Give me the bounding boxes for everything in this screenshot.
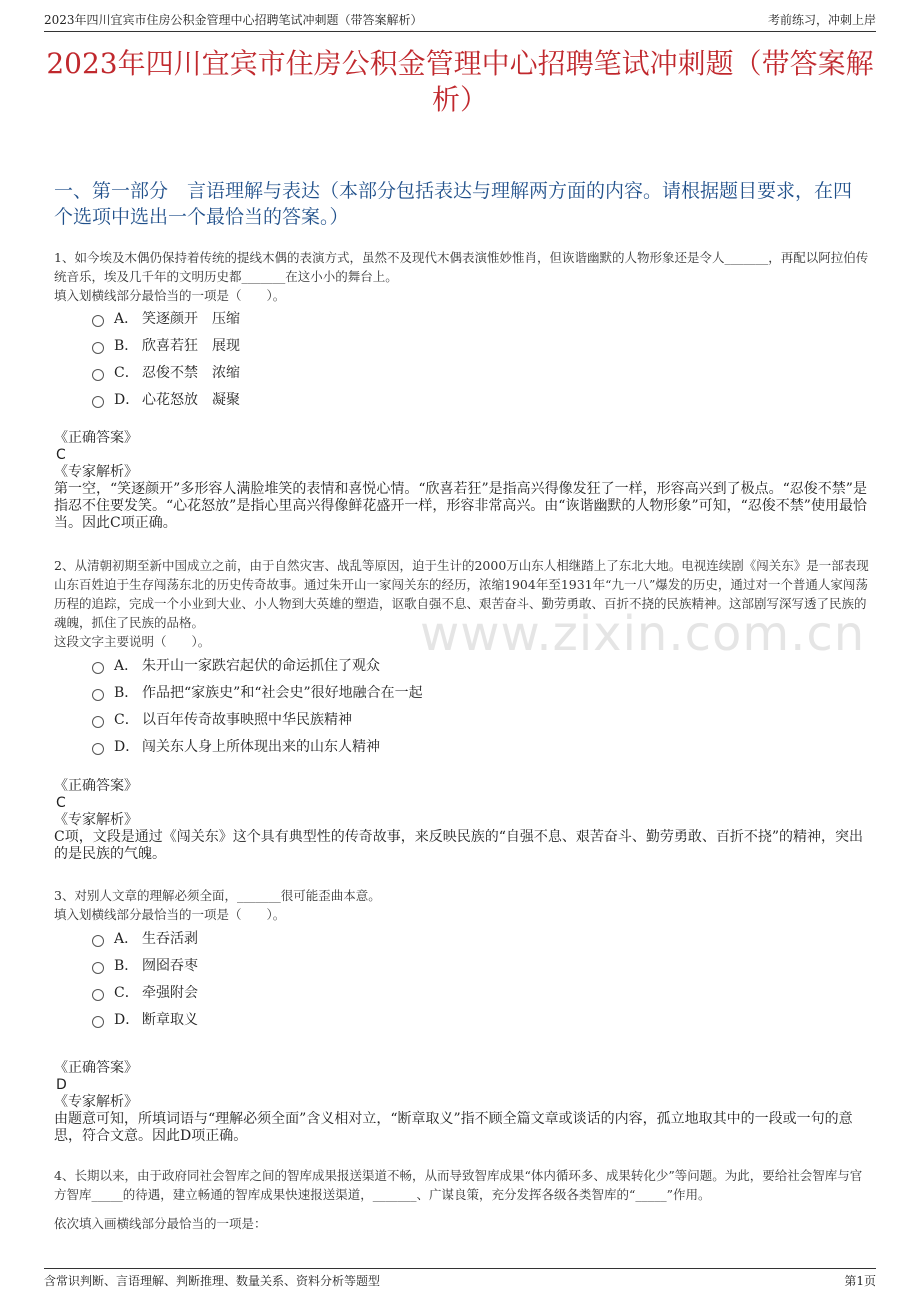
option-b[interactable] xyxy=(92,678,423,705)
option-a[interactable] xyxy=(92,651,423,678)
question-text: 3、对别人文章的理解必须全面，_______很可能歪曲本意。 xyxy=(54,888,381,903)
option-text: 作品把“家族史”和“社会史”很好地融合在一起 xyxy=(142,684,423,701)
options-3 xyxy=(92,924,198,1032)
analysis-label: 《专家解析》 xyxy=(54,1094,138,1110)
radio-icon[interactable] xyxy=(92,689,104,701)
analysis-text: 第一空，“笑逐颜开”多形容人满脸堆笑的表情和喜悦心情。“欣喜若狂”是指高兴得像发狂了一样，形容高兴到了极点。“忍俊不禁”是指忍不住要发笑。“心花怒放”是指心里高兴得像鲜花盛开一样，形容非常高兴。由“诙谐幽默的人物形象”可知，“忍俊不禁”使用最恰当。因此C项正确。 xyxy=(54,481,867,531)
radio-icon[interactable] xyxy=(92,989,104,1001)
option-b[interactable] xyxy=(92,951,198,978)
options-1 xyxy=(92,304,240,412)
option-c[interactable] xyxy=(92,705,423,732)
question-prompt: 依次填入画横线部分最恰当的一项是： xyxy=(54,1216,267,1231)
question-text: 2、从清朝初期至新中国成立之前，由于自然灾害、战乱等原因，迫于生计的2000万山东人相继踏上了东北大地。电视连续剧《闯关东》是一部表现山东百姓迫于生存闯荡东北的历史传奇故事。通过朱开山一家闯关东的经历，浓缩1904年至1931年“九一八”爆发的历史，通过对一个普通人家闯荡历程的追踪，完成一个小业到大业、小人物到大英雄的塑造，讴歌自强不息、艰苦奋斗、勤劳勇敢、百折不挠的民族精神。这部剧写深写透了民族的魂魄，抓住了民族的品格。 xyxy=(54,558,869,630)
answer-value: C xyxy=(56,447,66,463)
option-letter: B． xyxy=(114,337,139,354)
answer-label: 《正确答案》 xyxy=(54,430,138,446)
footer-note: 含常识判断、言语理解、判断推理、数量关系、资料分析等题型 xyxy=(44,1274,381,1288)
analysis-label: 《专家解析》 xyxy=(54,812,138,828)
option-b[interactable] xyxy=(92,331,240,358)
question-prompt: 这段文字主要说明（ ）。 xyxy=(54,634,211,649)
question-prompt: 填入划横线部分最恰当的一项是（ ）。 xyxy=(54,288,286,303)
question-1 xyxy=(54,248,874,305)
option-text: 牵强附会 xyxy=(142,984,198,1001)
option-c[interactable] xyxy=(92,978,198,1005)
radio-icon[interactable] xyxy=(92,935,104,947)
answer-block-2 xyxy=(54,778,874,863)
answer-block-1 xyxy=(54,430,874,532)
question-4 xyxy=(54,1166,874,1233)
radio-icon[interactable] xyxy=(92,396,104,408)
option-text: 笑逐颜开 压缩 xyxy=(142,310,240,327)
option-a[interactable] xyxy=(92,924,198,951)
answer-value: D xyxy=(56,1077,67,1093)
question-text: 1、如今埃及木偶仍保持着传统的提线木偶的表演方式，虽然不及现代木偶表演惟妙惟肖，但诙谐幽默的人物形象还是令人_______，再配以阿拉伯传统音乐，埃及几千年的文明历史都_______在这小小的舞台上。 xyxy=(54,250,869,284)
answer-value: C xyxy=(56,795,66,811)
option-c[interactable] xyxy=(92,358,240,385)
page-header xyxy=(44,10,876,32)
radio-icon[interactable] xyxy=(92,342,104,354)
option-letter: B． xyxy=(114,684,139,701)
answer-label: 《正确答案》 xyxy=(54,1060,138,1076)
options-2 xyxy=(92,651,423,759)
option-d[interactable] xyxy=(92,732,423,759)
answer-label: 《正确答案》 xyxy=(54,778,138,794)
option-text: 忍俊不禁 浓缩 xyxy=(142,364,240,381)
option-letter: A． xyxy=(114,310,139,327)
option-d[interactable] xyxy=(92,385,240,412)
option-text: 生吞活剥 xyxy=(142,930,198,947)
option-letter: D． xyxy=(114,738,140,755)
question-3 xyxy=(54,886,874,924)
option-text: 心花怒放 凝聚 xyxy=(142,391,240,408)
radio-icon[interactable] xyxy=(92,662,104,674)
radio-icon[interactable] xyxy=(92,315,104,327)
option-text: 断章取义 xyxy=(142,1011,198,1028)
answer-block-3 xyxy=(54,1060,874,1145)
option-text: 囫囵吞枣 xyxy=(142,957,198,974)
option-letter: A． xyxy=(114,657,139,674)
question-prompt: 填入划横线部分最恰当的一项是（ ）。 xyxy=(54,907,286,922)
analysis-label: 《专家解析》 xyxy=(54,464,138,480)
option-text: 以百年传奇故事映照中华民族精神 xyxy=(142,711,352,728)
option-text: 朱开山一家跌宕起伏的命运抓住了观众 xyxy=(142,657,380,674)
page-footer xyxy=(44,1268,876,1290)
question-2 xyxy=(54,556,874,651)
option-d[interactable] xyxy=(92,1005,198,1032)
analysis-text: 由题意可知，所填词语与“理解必须全面”含义相对立，“断章取义”指不顾全篇文章或谈话的内容，孤立地取其中的一段或一句的意思，符合文意。因此D项正确。 xyxy=(54,1111,853,1144)
option-letter: A． xyxy=(114,930,139,947)
option-text: 欣喜若狂 展现 xyxy=(142,337,240,354)
option-letter: C． xyxy=(114,984,139,1001)
radio-icon[interactable] xyxy=(92,743,104,755)
option-letter: C． xyxy=(114,364,139,381)
option-text: 闯关东人身上所体现出来的山东人精神 xyxy=(142,738,380,755)
option-letter: C． xyxy=(114,711,139,728)
header-slogan: 考前练习，冲刺上岸 xyxy=(767,13,876,27)
section-heading: 一、第一部分 言语理解与表达（本部分包括表达与理解两方面的内容。请根据题目要求，在四个选项中选出一个最恰当的答案。） xyxy=(54,180,853,228)
radio-icon[interactable] xyxy=(92,369,104,381)
option-letter: D． xyxy=(114,1011,140,1028)
page-number: 第1页 xyxy=(844,1274,876,1288)
header-title: 2023年四川宜宾市住房公积金管理中心招聘笔试冲刺题（带答案解析） xyxy=(44,13,423,27)
option-letter: D． xyxy=(114,391,140,408)
analysis-text: C项，文段是通过《闯关东》这个具有典型性的传奇故事，来反映民族的“自强不息、艰苦奋斗、勤劳勇敢、百折不挠”的精神，突出的是民族的气魄。 xyxy=(54,829,864,862)
radio-icon[interactable] xyxy=(92,1016,104,1028)
document-title: 2023年四川宜宾市住房公积金管理中心招聘笔试冲刺题（带答案解析） xyxy=(46,47,874,116)
radio-icon[interactable] xyxy=(92,716,104,728)
radio-icon[interactable] xyxy=(92,962,104,974)
option-letter: B． xyxy=(114,957,139,974)
question-text: 4、长期以来，由于政府同社会智库之间的智库成果报送渠道不畅，从而导致智库成果“体内循环多、成果转化少”等问题。为此，要给社会智库与官方智库_____的待遇，建立畅通的智库成果快速报送渠道，_______、广谋良策，充分发挥各级各类智库的“_____”作用。 xyxy=(54,1168,863,1202)
watermark: www.zixin.com.cn xyxy=(420,606,866,662)
option-a[interactable] xyxy=(92,304,240,331)
